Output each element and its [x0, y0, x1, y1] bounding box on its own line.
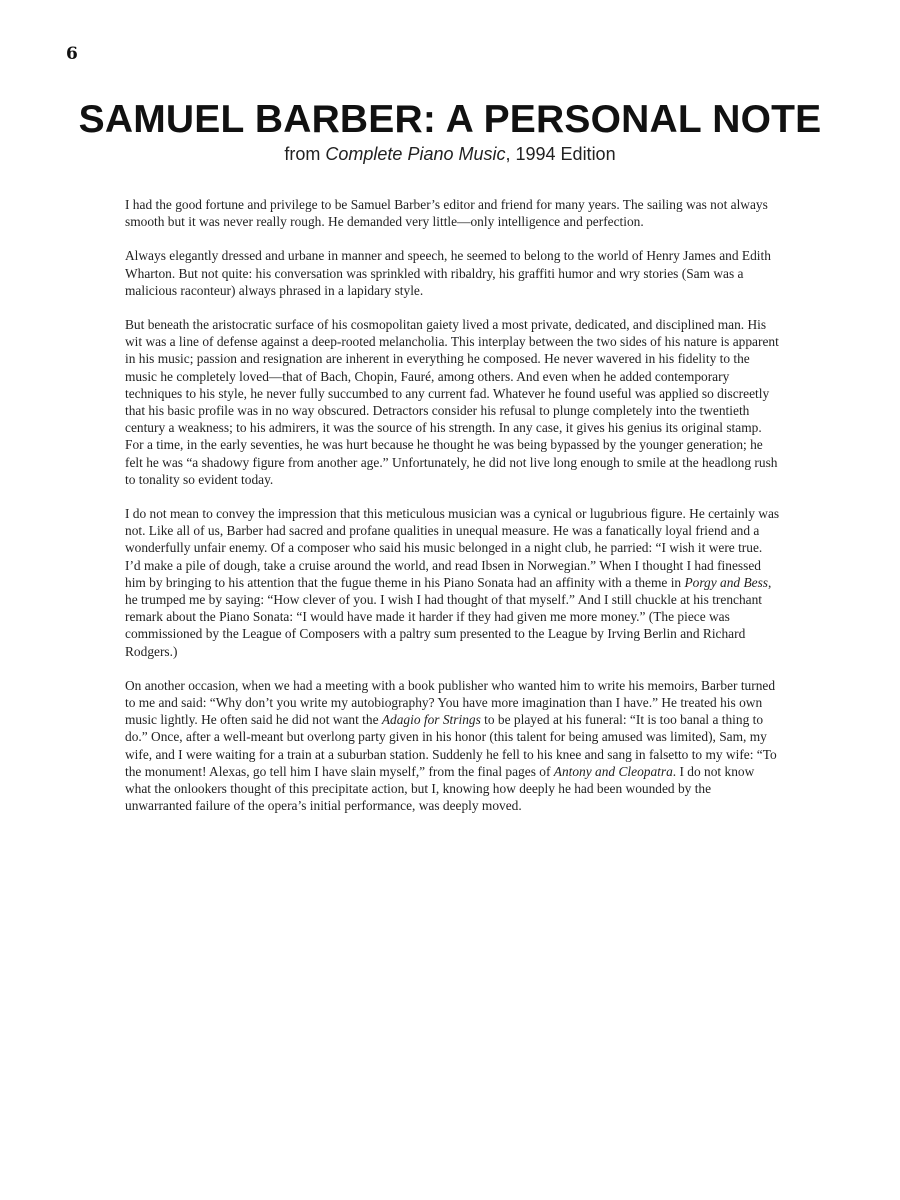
paragraph-text: But beneath the aristocratic surface of his cosmopolitan gaiety lived a most private, dedicated, and disciplined man. His wit was a line of defense against a deep-rooted melancholia. This interplay between the two sides of his nature is apparent in his music; passion and resignation are inherent in everything he composed. He never wavered in his fidelity to the music he completely loved—that of Bach, Chopin, Fauré, among others. And even when he added contemporary techniques to his style, he never fully succumbed to any current fad. Whatever he found useful was applied so discreetly that his basic profile was in no way obscured. Detractors consider his refusal to plunge completely into the twentieth century a weakness; to his admirers, it was the source of his strength. In any case, it gives his genius its original stamp. For a time, in the early seventies, he was hurt because he thought he was being bypassed by the younger generation; he felt he was “a shadowy figure from another age.” Unfortunately, he did not live long enough to smile at the headlong rush to tonality so evident today.	[125, 317, 779, 487]
paragraph-text: I do not mean to convey the impression that this meticulous musician was a cynical or lugubrious figure. He certainly was not. Like all of us, Barber had sacred and profane qualities in unequal measure. He was a fanatically loyal friend and a wonderfully unfair enemy. Of a composer who said his music belonged in a night club, he parried: “I wish it were true. I’d make a pile of dough, take a cruise around the world, and read Ibsen in Norwegian.” When I thought I had finessed him by bringing to his attention that the fugue theme in his Piano Sonata had an affinity with a theme in	[125, 506, 780, 590]
paragraph-text: , he trumped me by saying: “How clever of you. I wish I had thought of that myself.” And I still chuckle at his trenchant remark about the Piano Sonata: “I would have made it harder if they had given me more money.” (The piece was commissioned by the League of Composers with a paltry sum presented to the League by Irving Berlin and Richard Rodgers.)	[125, 574, 772, 659]
subtitle-prefix: from	[284, 144, 326, 164]
page-number: 6	[66, 44, 78, 64]
subtitle-suffix: , 1994 Edition	[505, 144, 616, 164]
paragraph	[125, 316, 780, 488]
subtitle-book-title: Complete Piano Music	[325, 144, 506, 164]
work-title: Porgy and Bess	[684, 574, 769, 590]
paragraph	[125, 505, 780, 660]
paragraph-text: I had the good fortune and privilege to be Samuel Barber’s editor and friend for many years. The sailing was not always smooth but it was never really rough. He demanded very little—only intelligence and perfection.	[125, 197, 768, 230]
paragraph-text: . I do not know what the onlookers thought of this precipitate action, but I, knowing how deeply he had been wounded by the unwarranted failure of the opera’s initial performance, was deeply moved.	[125, 763, 755, 814]
paragraph-text: to be played at his funeral: “It is too banal a thing to do.” Once, after a well-meant but overlong party given in his honor (this talent for being amused was limited), Sam, my wife, and I were waiting for a train at a suburban station. Suddenly he fell to his knee and sang in falsetto to my wife: “To the monument! Alexas, go tell him I have slain myself,” from the final pages of	[125, 712, 777, 779]
paragraph	[125, 196, 780, 230]
work-title: Adagio for Strings	[381, 712, 481, 728]
paragraph-text: Always elegantly dressed and urbane in manner and speech, he seemed to belong to the world of Henry James and Edith Wharton. But not quite: his conversation was sprinkled with ribaldry, his graffiti humor and wry stories (Sam was a malicious raconteur) always phrased in a lapidary style.	[125, 248, 771, 298]
work-title: Antony and Cleopatra	[553, 763, 673, 779]
paragraph	[125, 247, 780, 299]
page-subtitle	[0, 141, 900, 167]
article-body	[125, 196, 780, 832]
page-title: SAMUEL BARBER: A PERSONAL NOTE	[78, 98, 822, 141]
paragraph-text: On another occasion, when we had a meeting with a book publisher who wanted him to write his memoirs, Barber turned to me and said: “Why don’t you write my autobiography? You have more imagination than I have.” He treated his own music lightly. He often said he did not want the	[125, 677, 776, 728]
paragraph	[125, 677, 780, 815]
